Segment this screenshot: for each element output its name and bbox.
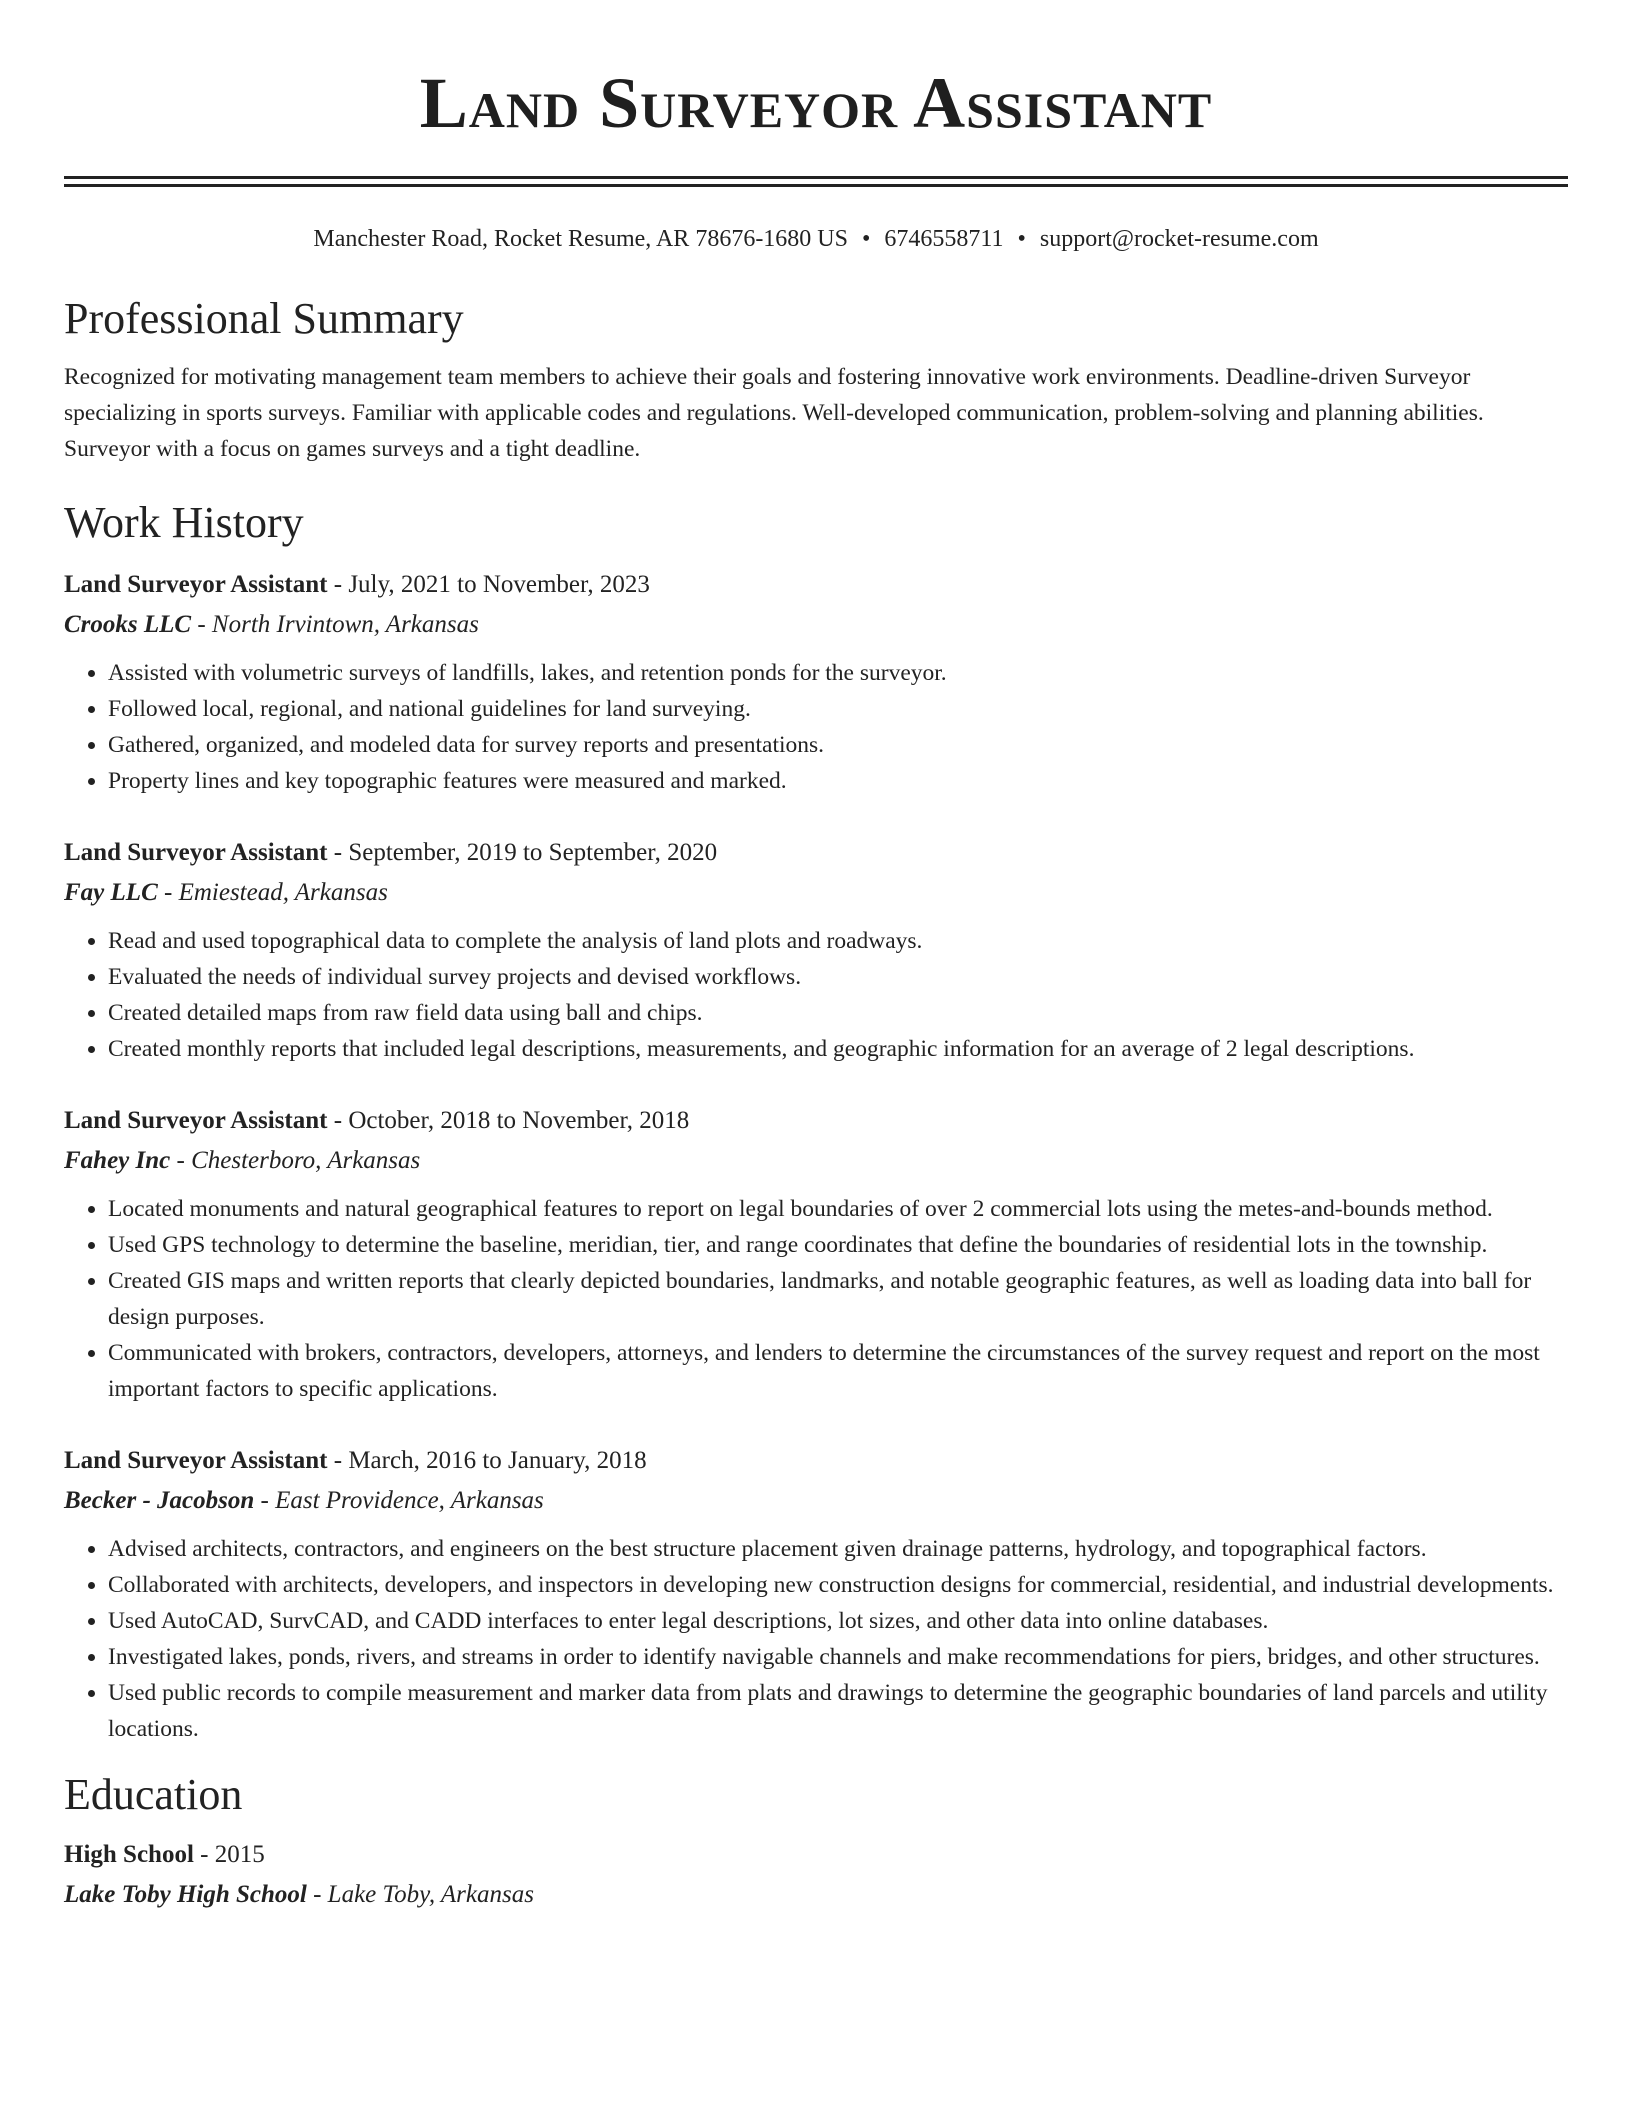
summary-heading: Professional Summary (64, 294, 464, 343)
job-bullets (64, 655, 1568, 799)
job-company: Fahey Inc (64, 1147, 171, 1174)
contact-email: support@rocket-resume.com (1039, 226, 1319, 252)
job-location: - North Irvintown, Arkansas (191, 611, 479, 638)
job-title-line (64, 1101, 1568, 1141)
job-bullets (64, 923, 1568, 1067)
job-bullet: • Assisted with volumetric surveys of landfills, lakes, and retention ponds for the surveyor. (108, 655, 1568, 691)
job-bullet: • Created detailed maps from raw field data using ball and chips. (108, 995, 1568, 1031)
job-role: Land Surveyor Assistant (64, 839, 328, 866)
job-role: Land Surveyor Assistant (64, 1447, 328, 1474)
contact-phone: 6746558711 (884, 226, 1004, 252)
education-school-line (64, 1875, 1568, 1915)
job-company: Fay LLC (64, 879, 158, 906)
job-bullet: • Advised architects, contractors, and engineers on the best structure placement given drainage patterns, hydrology, and topographical factors. (108, 1531, 1568, 1567)
job-bullet: • Communicated with brokers, contractors, developers, attorneys, and lenders to determine the circumstances of the survey request and report on the most important factors to specific applications. (108, 1335, 1568, 1407)
job-dates: - July, 2021 to November, 2023 (327, 571, 650, 598)
job-entry (64, 1441, 1568, 1747)
job-bullet: • Used AutoCAD, SurvCAD, and CADD interfaces to enter legal descriptions, lot sizes, and other data into online databases. (108, 1603, 1568, 1639)
education-entry (64, 1835, 1568, 1915)
job-bullet: • Evaluated the needs of individual survey projects and devised workflows. (108, 959, 1568, 995)
job-title-line (64, 833, 1568, 873)
job-bullet: • Created GIS maps and written reports that clearly depicted boundaries, landmarks, and notable geographic features, as well as loading data into ball for design purposes. (108, 1263, 1568, 1335)
job-dates: - September, 2019 to September, 2020 (327, 839, 718, 866)
job-bullet: • Property lines and key topographic features were measured and marked. (108, 763, 1568, 799)
job-company-line (64, 1481, 1568, 1521)
resume-title: Land Surveyor Assistant (419, 63, 1213, 143)
job-bullet: • Created monthly reports that included legal descriptions, measurements, and geographic information for an average of 2 legal descriptions. (108, 1031, 1568, 1067)
job-company-line (64, 1141, 1568, 1181)
job-bullets (64, 1531, 1568, 1747)
job-entry (64, 565, 1568, 799)
job-role: Land Surveyor Assistant (64, 571, 328, 598)
education-degree-line (64, 1835, 1568, 1875)
job-location: - Chesterboro, Arkansas (170, 1147, 421, 1174)
job-bullet: • Read and used topographical data to complete the analysis of land plots and roadways. (108, 923, 1568, 959)
job-bullet: • Used GPS technology to determine the baseline, meridian, tier, and range coordinates that define the boundaries of residential lots in the township. (108, 1227, 1568, 1263)
job-title-line (64, 1441, 1568, 1481)
job-location: - Emiestead, Arkansas (157, 879, 388, 906)
summary-text: Recognized for motivating management team members to achieve their goals and fostering innovative work environments. Deadline-driven Surveyor specializing in sports surveys. Familiar with applicable codes and regulations. Well-developed communication, problem-solving and planning abilities. Surveyor with a focus on games surveys and a tight deadline. (64, 364, 1484, 462)
job-company: Becker - Jacobson (64, 1487, 255, 1514)
work-history-heading: Work History (64, 498, 304, 547)
job-bullet: • Gathered, organized, and modeled data for survey reports and presentations. (108, 727, 1568, 763)
bullet-separator: • (1017, 226, 1026, 252)
job-company-line (64, 605, 1568, 645)
title-double-rule (64, 176, 1568, 187)
job-location: - East Providence, Arkansas (254, 1487, 544, 1514)
job-dates: - March, 2016 to January, 2018 (327, 1447, 647, 1474)
contact-line (64, 223, 1568, 255)
bullet-separator: • (862, 226, 871, 252)
job-entry (64, 833, 1568, 1067)
contact-address: Manchester Road, Rocket Resume, AR 78676-1680 US (313, 226, 848, 252)
job-bullet: • Collaborated with architects, developers, and inspectors in developing new construction designs for commercial, residential, and industrial developments. (108, 1567, 1568, 1603)
job-dates: - October, 2018 to November, 2018 (327, 1107, 690, 1134)
job-bullet: • Used public records to compile measurement and marker data from plats and drawings to determine the geographic boundaries of land parcels and utility locations. (108, 1675, 1568, 1747)
job-company-line (64, 873, 1568, 913)
education-degree: High School (64, 1841, 194, 1868)
job-bullet: • Located monuments and natural geographical features to report on legal boundaries of over 2 commercial lots using the metes-and-bounds method. (108, 1191, 1568, 1227)
job-entry (64, 1101, 1568, 1407)
job-bullet: • Followed local, regional, and national guidelines for land surveying. (108, 691, 1568, 727)
job-role: Land Surveyor Assistant (64, 1107, 328, 1134)
job-company: Crooks LLC (64, 611, 192, 638)
job-title-line (64, 565, 1568, 605)
education-school: Lake Toby High School (64, 1881, 307, 1908)
job-bullet: • Investigated lakes, ponds, rivers, and streams in order to identify navigable channels and make recommendations for piers, bridges, and other structures. (108, 1639, 1568, 1675)
education-location: - Lake Toby, Arkansas (306, 1881, 534, 1908)
education-heading: Education (64, 1770, 243, 1819)
job-bullets (64, 1191, 1568, 1407)
education-year: - 2015 (193, 1841, 265, 1868)
